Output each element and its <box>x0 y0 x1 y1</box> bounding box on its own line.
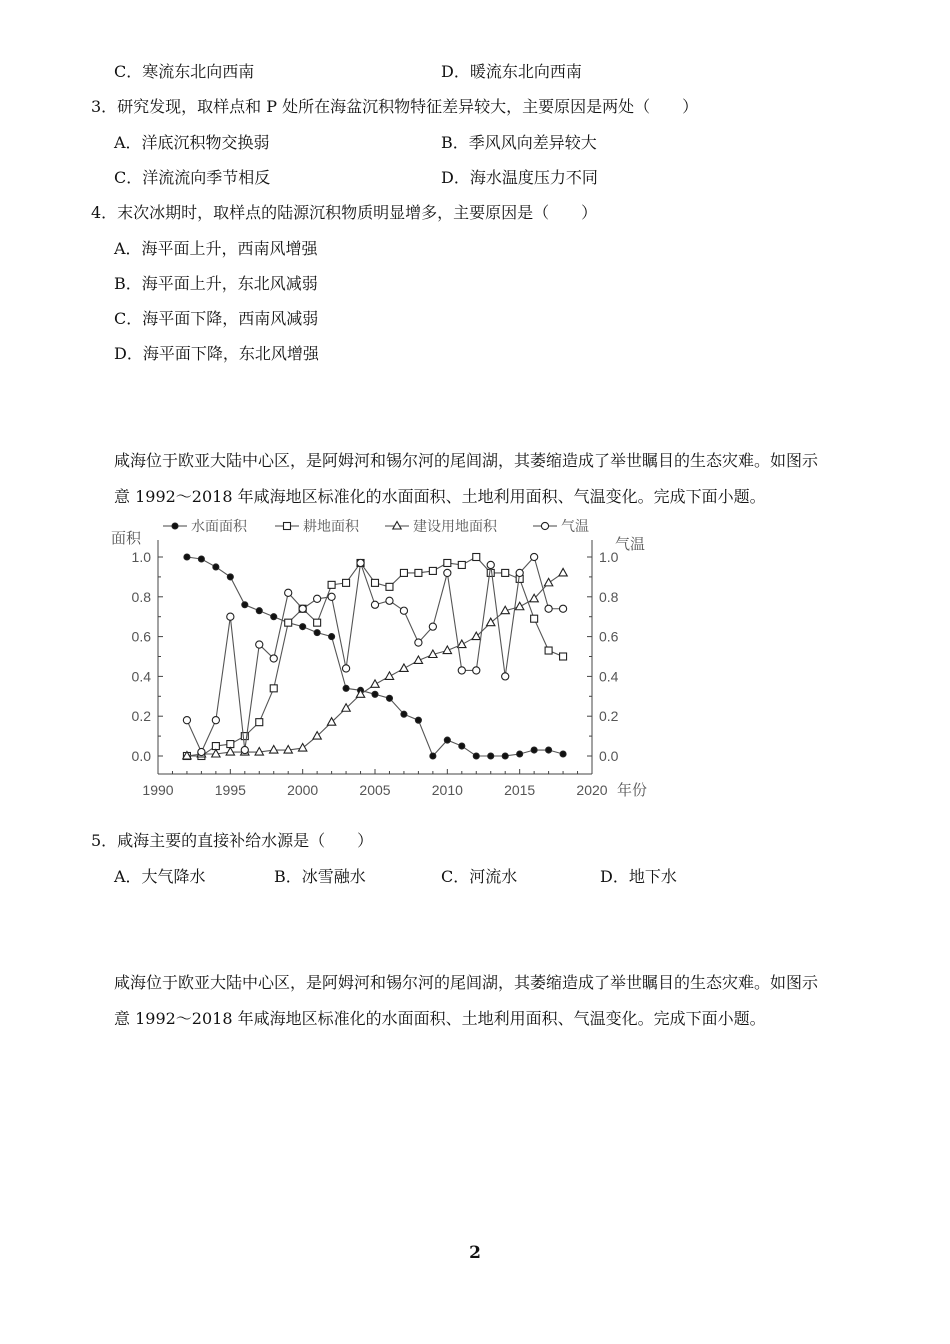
x-tick-label: 2020 <box>576 782 608 798</box>
data-point <box>285 589 292 596</box>
data-point <box>444 569 451 576</box>
q3-option-a: A．洋底沉积物交换弱 <box>114 133 270 152</box>
y-axis-left-label: 面积 <box>111 530 142 547</box>
data-point <box>459 743 465 749</box>
data-point <box>385 672 393 680</box>
data-point <box>285 619 292 626</box>
q5-option-c: C．河流水 <box>441 867 518 886</box>
data-point <box>213 564 219 570</box>
data-point <box>271 614 277 620</box>
data-point <box>487 561 494 568</box>
x-tick-label: 2005 <box>359 782 391 798</box>
series-2 <box>183 554 566 760</box>
y-tick-label-right: 1.0 <box>599 549 619 565</box>
data-point <box>256 719 263 726</box>
data-point <box>371 601 378 608</box>
q3-option-b: B．季风风向差异较大 <box>441 133 597 152</box>
data-point <box>212 717 219 724</box>
data-point <box>545 605 552 612</box>
data-point <box>531 553 538 560</box>
x-tick-label: 2000 <box>287 782 319 798</box>
x-tick-label: 1990 <box>142 782 174 798</box>
data-point <box>559 568 567 576</box>
data-point <box>429 567 436 574</box>
data-point <box>516 569 523 576</box>
data-point <box>198 748 205 755</box>
legend-marker <box>172 523 178 529</box>
data-point <box>299 605 306 612</box>
data-point <box>357 559 364 566</box>
data-point <box>487 569 494 576</box>
passage2-line1: 咸海位于欧亚大陆中心区，是阿姆河和锡尔河的尾闾湖，其萎缩造成了举世瞩目的生态灾难。如图示 <box>114 973 819 992</box>
data-point <box>502 673 509 680</box>
aral-sea-chart <box>105 512 665 804</box>
data-point <box>473 753 479 759</box>
q4-stem: 4．末次冰期时，取样点的陆源沉积物质明显增多，主要原因是（ ） <box>91 203 598 222</box>
data-point <box>401 711 407 717</box>
q2-option-c: C．寒流东北向西南 <box>114 62 255 81</box>
data-point <box>298 744 306 752</box>
data-point <box>372 579 379 586</box>
data-point <box>386 583 393 590</box>
data-point <box>343 579 350 586</box>
x-axis-label: 年份 <box>617 782 648 799</box>
q4-option-b: B．海平面上升，东北风减弱 <box>114 274 318 293</box>
data-point <box>546 747 552 753</box>
data-point <box>400 664 408 672</box>
data-point <box>444 737 450 743</box>
legend-label: 建设用地面积 <box>413 518 497 534</box>
passage1-line1: 咸海位于欧亚大陆中心区，是阿姆河和锡尔河的尾闾湖，其萎缩造成了举世瞩目的生态灾难。如图示 <box>114 451 819 470</box>
y-tick-label-left: 1.0 <box>131 549 151 565</box>
data-point <box>256 608 262 614</box>
data-point <box>328 581 335 588</box>
y-tick-label-right: 0.8 <box>599 588 619 605</box>
y-tick-label-left: 0.4 <box>131 668 151 685</box>
data-point <box>487 618 495 626</box>
q4-option-d: D．海平面下降，东北风增强 <box>114 344 319 363</box>
data-point <box>371 680 379 688</box>
passage2-line2: 意 1992～2018 年咸海地区标准化的水面面积、土地利用面积、气温变化。完成下面小题。 <box>114 1009 766 1028</box>
q3-option-d: D．海水温度压力不同 <box>441 168 598 187</box>
data-point <box>241 746 248 753</box>
legend-label: 耕地面积 <box>303 518 359 534</box>
x-tick-label: 2015 <box>504 782 536 798</box>
data-point <box>444 559 451 566</box>
data-point <box>415 569 422 576</box>
q3-option-c: C．洋流流向季节相反 <box>114 168 271 187</box>
y-tick-label-right: 0.4 <box>599 668 619 685</box>
legend-marker <box>393 522 401 530</box>
q4-option-a: A．海平面上升，西南风增强 <box>114 239 318 258</box>
data-point <box>430 753 436 759</box>
y-tick-label-left: 0.6 <box>131 628 151 645</box>
data-point <box>314 595 321 602</box>
y-tick-label-right: 0.6 <box>599 628 619 645</box>
y-tick-label-right: 0.0 <box>599 748 619 764</box>
data-point <box>256 641 263 648</box>
legend-label: 水面面积 <box>191 518 247 534</box>
x-tick-label: 2010 <box>431 782 463 798</box>
data-point <box>544 578 552 586</box>
passage1-line2: 意 1992～2018 年咸海地区标准化的水面面积、土地利用面积、气温变化。完成下面小题。 <box>114 487 766 506</box>
data-point <box>226 748 234 756</box>
data-point <box>560 751 566 757</box>
q4-option-c: C．海平面下降，西南风减弱 <box>114 309 319 328</box>
chart-legend <box>163 518 589 534</box>
data-point <box>329 634 335 640</box>
data-point <box>458 561 465 568</box>
data-point <box>184 554 190 560</box>
data-point <box>400 607 407 614</box>
data-point <box>502 753 508 759</box>
data-point <box>372 691 378 697</box>
data-point <box>270 655 277 662</box>
data-point <box>400 569 407 576</box>
q5-option-b: B．冰雪融水 <box>274 867 366 886</box>
data-point <box>227 613 234 620</box>
data-point <box>545 647 552 654</box>
q5-option-d: D．地下水 <box>600 867 677 886</box>
legend-marker <box>541 522 548 529</box>
data-point <box>314 619 321 626</box>
data-point <box>458 640 466 648</box>
q5-stem: 5．咸海主要的直接补给水源是（ ） <box>91 831 374 850</box>
data-point <box>488 753 494 759</box>
data-point <box>314 630 320 636</box>
page-number: 2 <box>469 1243 481 1263</box>
data-point <box>517 751 523 757</box>
y-tick-label-left: 0.2 <box>131 708 151 725</box>
data-point <box>531 747 537 753</box>
data-point <box>415 639 422 646</box>
data-point <box>515 602 523 610</box>
data-point <box>502 569 509 576</box>
data-point <box>473 554 480 561</box>
data-point <box>198 556 204 562</box>
data-point <box>559 605 566 612</box>
q3-stem: 3．研究发现，取样点和 P 处所在海盆沉积物特征差异较大，主要原因是两处（ ） <box>91 97 699 116</box>
data-point <box>531 615 538 622</box>
data-point <box>343 685 349 691</box>
y-tick-label-left: 0.0 <box>131 748 151 764</box>
y-axis-right-label: 气温 <box>615 536 646 553</box>
data-point <box>183 717 190 724</box>
data-point <box>473 667 480 674</box>
data-point <box>415 717 421 723</box>
data-point <box>227 574 233 580</box>
data-point <box>328 593 335 600</box>
legend-marker <box>284 523 291 530</box>
y-tick-label-right: 0.2 <box>599 708 619 725</box>
data-point <box>386 597 393 604</box>
data-point <box>270 746 278 754</box>
data-point <box>300 624 306 630</box>
data-point <box>242 602 248 608</box>
x-tick-label: 1995 <box>214 782 246 798</box>
y-tick-label-left: 0.8 <box>131 588 151 605</box>
data-point <box>270 685 277 692</box>
data-point <box>458 667 465 674</box>
data-point <box>342 665 349 672</box>
data-point <box>386 695 392 701</box>
q5-option-a: A．大气降水 <box>114 867 206 886</box>
q2-option-d: D．暖流东北向西南 <box>441 62 582 81</box>
legend-label: 气温 <box>561 518 589 534</box>
data-point <box>560 653 567 660</box>
data-point <box>429 623 436 630</box>
